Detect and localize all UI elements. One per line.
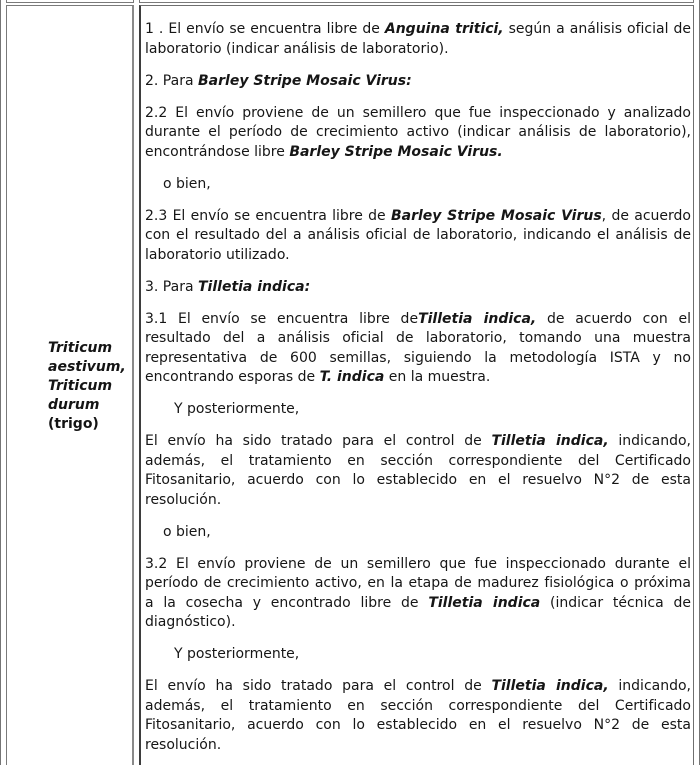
previous-row-sliver [6, 0, 694, 3]
text-run: 3.1 El envío se encuentra libre de [145, 310, 419, 327]
text-run: , de acuerdo con el resultado del a análisis oficial de laboratorio, indicando el análisis de laboratorio utilizado. [145, 207, 691, 263]
text-run: de acuerdo con el resultado del a análisis oficial de laboratorio, tomando una muestra representativa de 600 semillas, siguiendo la metodología ISTA y no encontrando esporas de [145, 310, 691, 385]
text-run: o bien, [163, 523, 211, 540]
scientific-name: Barley Stripe Mosaic Virus: [198, 72, 412, 89]
requirement-paragraph [145, 645, 691, 665]
text-run: 3. Para [145, 278, 198, 295]
requirement-paragraph [145, 175, 691, 195]
requirements-text [145, 20, 691, 755]
text-run: indicando, además, el tratamiento en sección correspondiente del Certificado Fitosanitario, acuerdo con lo establecido en el resuelvo N°2 de esta resolución. [145, 433, 691, 508]
text-run: Y posteriormente, [174, 401, 300, 417]
requirement-paragraph [145, 677, 691, 755]
text-run: en la muestra. [384, 369, 491, 385]
scientific-name: Tilletia indica: [198, 278, 311, 295]
requirement-paragraph [145, 207, 691, 266]
scientific-name: Tilletia indica, [418, 310, 537, 327]
requirement-paragraph [145, 278, 691, 298]
text-run: El envío ha sido tratado para el control de [145, 678, 492, 694]
text-run: 3.2 El envío proviene de un semillero que fue inspeccionado durante el período de crecimiento activo, en la etapa de madurez fisiológica o próxima a la cosecha y encontrado libre de [145, 555, 691, 611]
requirement-paragraph [145, 400, 691, 420]
species-common-name: (trigo) [48, 416, 99, 433]
requirements-cell [139, 5, 694, 765]
requirement-paragraph [145, 72, 691, 92]
text-run: 2. Para [145, 72, 198, 89]
scientific-name: Tilletia indica, [491, 678, 609, 694]
scientific-name: Tilletia indica, [491, 433, 609, 449]
scientific-name: Barley Stripe Mosaic Virus [390, 207, 602, 224]
text-run: indicando, además, el tratamiento en sección correspondiente del Certificado Fitosanitario, acuerdo con lo establecido en el resuelvo N°2 de esta resolución. [145, 678, 691, 753]
requirement-paragraph [145, 104, 691, 163]
scientific-name: T. indica [319, 369, 385, 385]
species-cell [6, 5, 134, 765]
requirement-paragraph [145, 310, 691, 388]
text-run: El envío ha sido tratado para el control de [145, 433, 492, 449]
previous-row-right-cell [139, 0, 694, 3]
requirement-paragraph [145, 555, 691, 633]
species-label [7, 339, 132, 434]
scientific-name: Anguina tritici, [384, 21, 504, 37]
scientific-name: Barley Stripe Mosaic Virus. [289, 143, 503, 160]
text-run: o bien, [163, 175, 211, 192]
requirement-paragraph [145, 432, 691, 510]
requirement-paragraph [145, 523, 691, 543]
text-run: según a análisis oficial de laboratorio (indicar análisis de laboratorio). [145, 21, 691, 57]
requirement-paragraph [145, 20, 691, 59]
wheat-requirements-row [6, 5, 694, 765]
text-run: (indicar técnica de diagnóstico). [145, 594, 691, 630]
text-run: Y posteriormente, [174, 646, 300, 662]
text-run: 2.2 El envío proviene de un semillero que fue inspeccionado y analizado durante el período de crecimiento activo (indicar análisis de laboratorio), encontrándose libre [145, 104, 691, 160]
text-run: 2.3 El envío se encuentra libre de [145, 207, 391, 224]
text-run: 1 . El envío se encuentra libre de [145, 21, 385, 37]
species-scientific-name: Triticum aestivum, Triticum durum [48, 340, 126, 414]
previous-row-left-cell [6, 0, 134, 3]
scientific-name: Tilletia indica [428, 594, 541, 611]
